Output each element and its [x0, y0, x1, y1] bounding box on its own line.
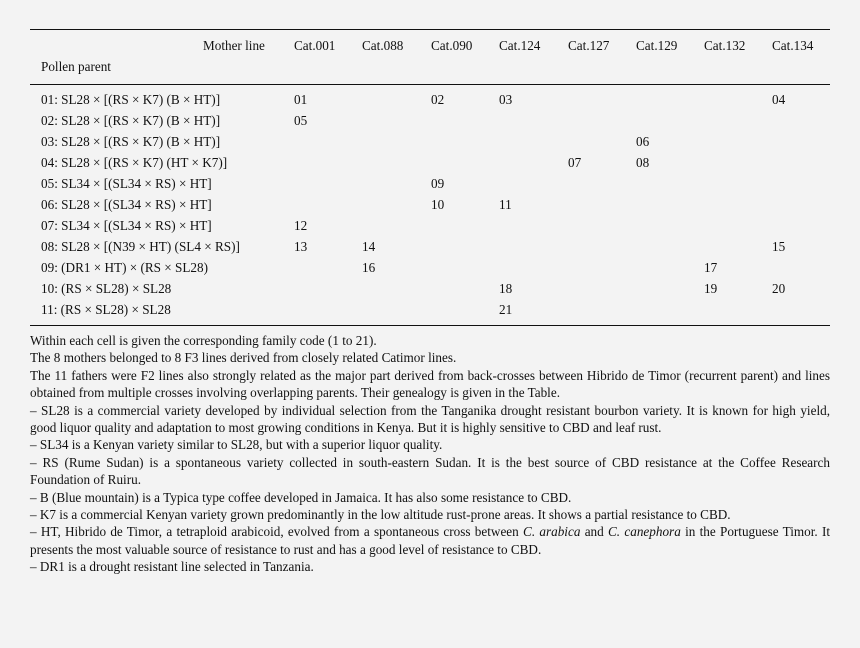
note-dr1: – DR1 is a drought resistant line selected in Tanzania. [30, 559, 314, 575]
column-header: Cat.132 [704, 38, 746, 53]
pollen-parent-label: 03: SL28 × [(RS × K7) (B × HT)] [41, 134, 221, 149]
note-ht-text-2: and [580, 524, 609, 540]
column-header: Cat.134 [772, 38, 814, 53]
pollen-parent-label: 07: SL34 × [(SL34 × RS) × HT] [41, 218, 212, 233]
pollen-parent-label: 08: SL28 × [(N39 × HT) (SL4 × RS)] [41, 239, 240, 254]
note-b: – B (Blue mountain) is a Typica type coffee developed in Jamaica. It has also some resistance to CBD. [30, 489, 572, 505]
family-code-cell: 07 [568, 155, 582, 170]
table-bottom-rule [30, 325, 830, 326]
family-code-cell: 18 [499, 281, 513, 296]
family-code-cell: 20 [772, 281, 786, 296]
pollen-parent-label: 09: (DR1 × HT) × (RS × SL28) [41, 260, 209, 275]
note-ht-text-1: – HT, Hibrido de Timor, a tetraploid arabicoid, evolved from a spontaneous cross between [30, 524, 524, 540]
family-code-cell: 08 [636, 155, 650, 170]
mother-line-header: Mother line [203, 38, 265, 53]
note-k7: – K7 is a commercial Kenyan variety grown predominantly in the low altitude rust-prone areas. It shows a partial resistance to CBD. [30, 507, 731, 523]
pollen-parent-label: 05: SL34 × [(SL34 × RS) × HT] [41, 176, 212, 191]
family-code-cell: 16 [362, 260, 376, 275]
column-header: Cat.001 [294, 38, 336, 53]
column-header: Cat.127 [568, 38, 610, 53]
family-code-cell: 14 [362, 239, 376, 254]
note-fathers: The 11 fathers were F2 lines also strongly related as the major part derived from back-crosses between Hibrido de Timor (recurrent parent) and lines obtained from multiple crosses involving overlapping parents. Their genealogy is given in the Table. [30, 367, 830, 401]
column-header: Cat.129 [636, 38, 678, 53]
family-code-cell: 03 [499, 92, 513, 107]
note-sl28: – SL28 is a commercial variety developed by individual selection from the Tanganika drought resistant bourbon variety. It is known for high yield, good liquor quality and adaptation to most growing conditions in Kenya. But it is highly sensitive to CBD and leaf rust. [30, 402, 830, 436]
note-rs: – RS (Rume Sudan) is a spontaneous variety collected in south-eastern Sudan. It is the best source of CBD resistance at the Coffee Research Foundation of Ruiru. [30, 454, 830, 488]
pollen-parent-label: 11: (RS × SL28) × SL28 [41, 302, 171, 317]
header-rule [30, 84, 830, 85]
family-code-cell: 06 [636, 134, 650, 149]
note-ht [30, 523, 830, 558]
pollen-parent-label: 06: SL28 × [(SL34 × RS) × HT] [41, 197, 212, 212]
species-canephora: C. canephora [608, 524, 681, 540]
family-code-cell: 17 [704, 260, 718, 275]
note-family-code: Within each cell is given the corresponding family code (1 to 21). [30, 333, 377, 348]
pollen-parent-label: 04: SL28 × [(RS × K7) (HT × K7)] [41, 155, 228, 170]
family-code-cell: 12 [294, 218, 308, 233]
species-arabica: C. arabica [523, 524, 581, 540]
column-header: Cat.088 [362, 38, 404, 53]
family-code-cell: 04 [772, 92, 786, 107]
pollen-parent-header: Pollen parent [41, 59, 111, 74]
family-code-cell: 05 [294, 113, 308, 128]
family-code-cell: 02 [431, 92, 445, 107]
family-code-cell: 19 [704, 281, 718, 296]
table-top-rule [30, 29, 830, 30]
family-code-cell: 11 [499, 197, 512, 212]
column-header: Cat.090 [431, 38, 473, 53]
pollen-parent-label: 02: SL28 × [(RS × K7) (B × HT)] [41, 113, 221, 128]
family-code-cell: 09 [431, 176, 445, 191]
note-ht-text-3: in the Portuguese Timor. It presents the most valuable source of resistance to rust and has a good level of resistance to CBD. [30, 524, 831, 557]
column-header: Cat.124 [499, 38, 541, 53]
pollen-parent-label: 01: SL28 × [(RS × K7) (B × HT)] [41, 92, 221, 107]
family-code-cell: 10 [431, 197, 445, 212]
family-code-cell: 01 [294, 92, 308, 107]
table-notes [30, 332, 830, 576]
note-sl34: – SL34 is a Kenyan variety similar to SL28, but with a superior liquor quality. [30, 437, 443, 453]
note-mothers: The 8 mothers belonged to 8 F3 lines derived from closely related Catimor lines. [30, 350, 457, 366]
pollen-parent-label: 10: (RS × SL28) × SL28 [41, 281, 172, 296]
family-code-cell: 13 [294, 239, 308, 254]
family-code-cell: 21 [499, 302, 513, 317]
family-code-cell: 15 [772, 239, 786, 254]
